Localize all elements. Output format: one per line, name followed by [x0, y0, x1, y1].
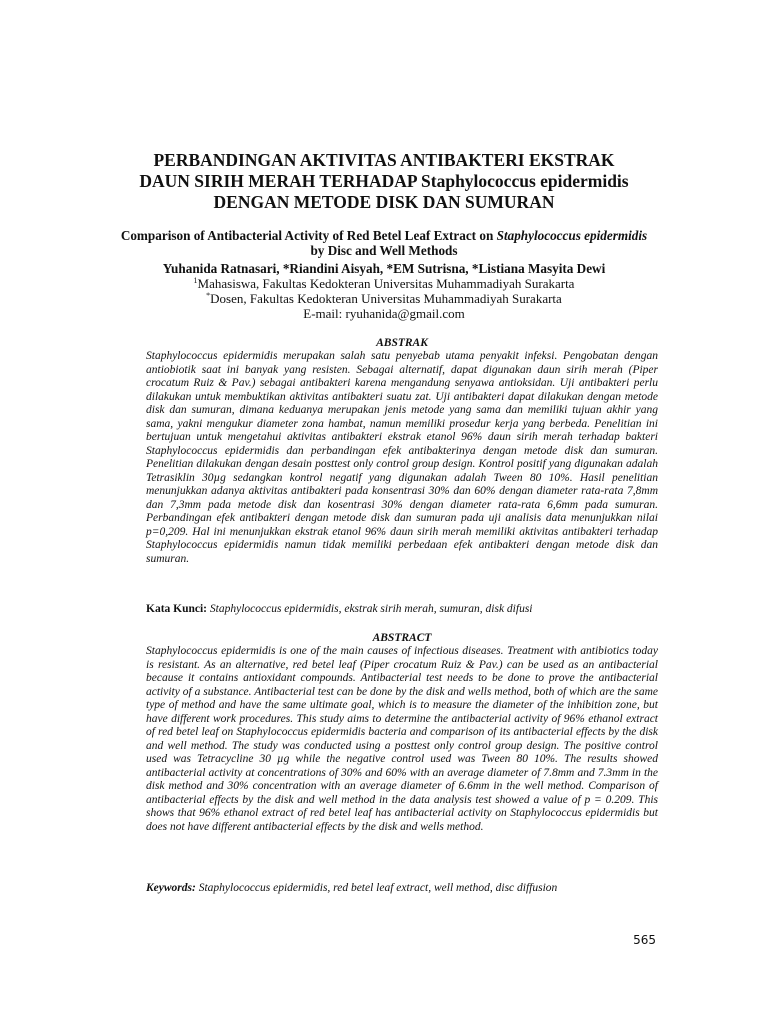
keywords-label: Keywords: — [146, 882, 196, 894]
abstract-heading: ABSTRACT — [372, 632, 432, 644]
affiliation-mark: 1 — [193, 276, 198, 285]
title-line-2: DAUN SIRIH MERAH TERHADAP Staphylococcus epidermidis — [139, 171, 629, 191]
affiliation-student — [90, 276, 678, 292]
affiliation-text: Dosen, Fakultas Kedokteran Universitas Muhammadiyah Surakarta — [210, 291, 562, 306]
keywords — [146, 881, 658, 895]
kata-kunci-value: Staphylococcus epidermidis, ekstrak sirih merah, sumuran, disk difusi — [209, 603, 533, 615]
affiliation-text: Mahasiswa, Fakultas Kedokteran Universitas Muhammadiyah Surakarta — [197, 276, 575, 291]
subtitle-part-2: by Disc and Well Methods — [310, 243, 458, 258]
paper-title — [100, 150, 668, 213]
subtitle-species: Staphylococcus epidermidis — [496, 228, 648, 243]
kata-kunci-label: Kata Kunci: — [146, 603, 208, 615]
page-number: 565 — [633, 933, 656, 947]
author-list: Yuhanida Ratnasari, *Riandini Aisyah, *EM Sutrisna, *Listiana Masyita Dewi — [162, 261, 606, 276]
abstrak-heading: ABSTRAK — [376, 337, 428, 349]
english-subtitle — [120, 228, 648, 258]
kata-kunci — [146, 602, 658, 616]
title-line-3: DENGAN METODE DISK DAN SUMURAN — [213, 192, 555, 212]
author-email: E-mail: ryuhanida@gmail.com — [303, 306, 465, 321]
keywords-value: Staphylococcus epidermidis, red betel leaf extract, well method, disc diffusion — [198, 882, 558, 894]
abstract-body: Staphylococcus epidermidis is one of the main causes of infectious diseases. Treatment with antibiotics today is resistant. As an alternative, red betel leaf (Piper crocatum Ruiz & Pav.) can be used as an antibacterial because it contains antioxidant compounds. Antibacterial test needs to be done to prove the antibacterial activity of a substance. Antibacterial test can be done by the disk and wells method, both of which are the same type of method and have the same ultimate goal, which is to measure the diameter of the inhibition zone, but have different work procedures. This study aims to determine the antibacterial activity of 96% ethanol extract of red betel leaf on Staphylococcus epidermidis bacteria and comparison of its antibacterial effects by the disk and well method. The study was conducted using a posttest only control group design. The positive control used was Tetracycline 30 µg while the negative control used was Tween 80 10%. The results showed antibacterial activity at concentrations of 30% and 60% with an average diameter of 7.8mm and 7.3mm in the disk method and 30% concentration with an average diameter of 6.6mm in the well method. Comparison of antibacterial effects by the disk and well method in the data analysis test showed a value of p = 0.209. This shows that 96% ethanol extract of red betel leaf has antibacterial activity on Staphylococcus epidermidis but does not have different antibacterial effects by the disk and wells method. — [146, 645, 658, 833]
title-line-1: PERBANDINGAN AKTIVITAS ANTIBAKTERI EKSTRAK — [153, 150, 615, 170]
affiliation-mark: * — [206, 291, 211, 300]
abstrak-body: Staphylococcus epidermidis merupakan salah satu penyebab utama penyakit infeksi. Pengobatan dengan antiobiotik saat ini banyak yang resisten. Sebagai alternatif, dapat digunakan daun sirih merah (Piper crocatum Ruiz & Pav.) sebagai antibakteri karena mengandung senyawa antioksidan. Uji antibakteri perlu dilakukan untuk membuktikan aktivitas antibakteri suatu zat. Uji antibakteri dapat dilakukan dengan metode disk dan sumuran, dimana keduanya merupakan jenis metode yang sama dan memiliki tujuan akhir yang sama, yakni mengukur diameter zona hambat, namun memiliki prosedur kerja yang berbeda. Penelitian ini bertujuan untuk mengetahui aktivitas antibakteri ekstrak etanol 96% daun sirih merah terhadap bakteri Staphylococcus epidermidis dan perbandingan efek antibakterinya dengan metode disk dan sumuran. Penelitian dilakukan dengan desain posttest only control group design. Kontrol positif yang digunakan adalah Tetrasiklin 30µg sedangkan kontrol negatif yang digunakan adalah Tween 80 10%. Hasil penelitian menunjukkan adanya aktivitas antibakteri pada konsentrasi 30% dan 60% dengan diameter rata-rata 7,8mm dan 7,3mm pada metode disk dan kosentrasi 30% dengan diameter rata-rata 6,6mm pada sumuran. Perbandingan efek antibakteri dengan metode disk dan sumuran pada uji analisis data menunjukkan nilai p=0,209. Hal ini menunjukkan ekstrak etanol 96% daun sirih merah memiliki aktivitas antibakteri terhadap Staphylococcus epidermidis namun tidak memiliki perbedaan efek antibakteri dengan metode disk dan sumuran. — [146, 350, 658, 565]
subtitle-part-1: Comparison of Antibacterial Activity of Red Betel Leaf Extract on — [120, 228, 497, 243]
affiliation-lecturer — [90, 291, 678, 307]
